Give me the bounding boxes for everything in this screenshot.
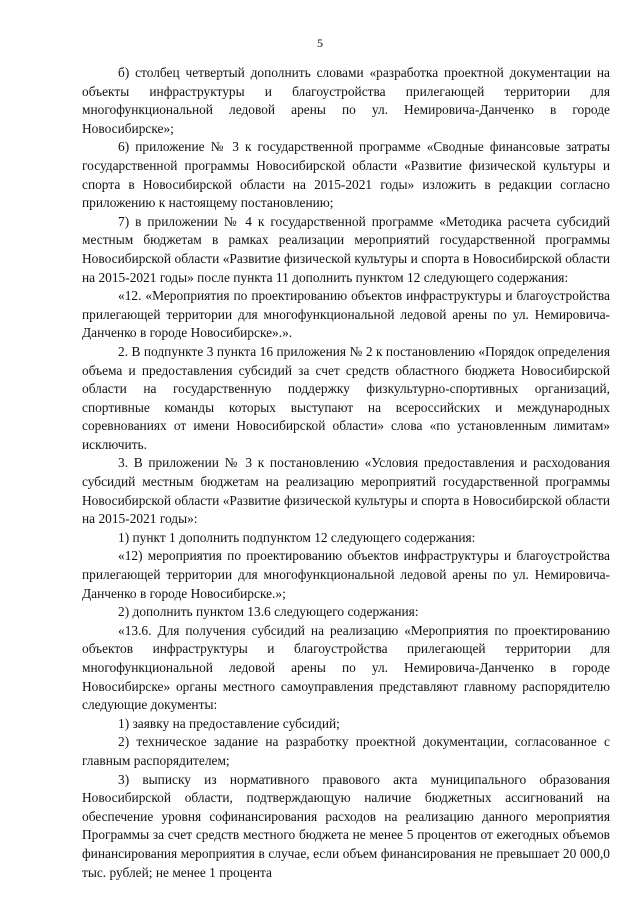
paragraph-subitem-1: 1) пункт 1 дополнить подпунктом 12 следующего содержания: <box>118 529 476 545</box>
paragraph-quote-12-measures: «12) мероприятия по проектированию объектов инфраструктуры и благоустройства прилегающей территории для многофункциональной ледовой арены по ул. Немировича-Данченко в городе Новосибирске.»; <box>82 548 610 601</box>
paragraph-item-7: 7) в приложении № 4 к государственной программе «Методика расчета субсидий местным бюджетам в рамках реализации мероприятий государственной программы Новосибирской области «Развитие физической культуры и спорта в Новосибирской области на 2015-2021 годы» после пункта 11 дополнить пунктом 12 следующего содержания: <box>82 213 610 285</box>
list-item-extract: 3) выписку из нормативного правового акта муниципального образования Новосибирской области, подтверждающую наличие бюджетных ассигнований на обеспечение уровня софинансирования расходов на реализацию данного мероприятия Программы за счет средств местного бюджета не менее 5 процентов от ежегодных объемов финансирования мероприятия в случае, если объем финансирования не превышает 20 000,0 тыс. рублей; не менее 1 процента <box>82 771 610 880</box>
paragraph-quote-12: «12. «Мероприятия по проектированию объектов инфраструктуры и благоустройства прилегающей территории для многофункциональной ледовой арены по ул. Немировича-Данченко в городе Новосибирске».». <box>82 288 610 341</box>
paragraph-item-6: 6) приложение № 3 к государственной программе «Сводные финансовые затраты государственной программы Новосибирской области «Развитие физической культуры и спорта в Новосибирской области на 2015-2021 годы» изложить в редакции согласно приложению к настоящему постановлению; <box>82 139 610 211</box>
list-item-technical-task: 2) техническое задание на разработку проектной документации, согласованное с главным распорядителем; <box>82 734 610 768</box>
paragraph-subitem-2: 2) дополнить пунктом 13.6 следующего содержания: <box>118 604 419 620</box>
document-body <box>82 64 610 882</box>
paragraph-section-2: 2. В подпункте 3 пункта 16 приложения № 2 к постановлению «Порядок определения объема и предоставления субсидий за счет средств областного бюджета Новосибирской области на государственную поддержку физкультурно-спортивных организаций, спортивные команды которых выступают на всероссийских и международных соревнованиях от имени Новосибирской области» слова «по установленным лимитам» исключить. <box>82 343 610 452</box>
page-number: 5 <box>317 36 323 50</box>
paragraph-b-column-four: б) столбец четвертый дополнить словами «разработка проектной документации на объекты инфраструктуры и благоустройства прилегающей территории для многофункциональной ледовой арены по ул. Немировича-Данченко в городе Новосибирске»; <box>82 65 610 136</box>
paragraph-section-3: 3. В приложении № 3 к постановлению «Условия предоставления и расходования субсидий местным бюджетам на реализацию мероприятий государственной программы Новосибирской области «Развитие физической культуры и спорта в Новосибирской области на 2015-2021 годы»: <box>82 455 610 527</box>
list-item-application: 1) заявку на предоставление субсидий; <box>118 715 340 731</box>
paragraph-quote-13-6: «13.6. Для получения субсидий на реализацию «Мероприятия по проектированию объектов инфраструктуры и благоустройства прилегающей территории для многофункциональной ледовой арены по ул. Немировича-Данченко в городе Новосибирске» органы местного самоуправления представляют главному распорядителю следующие документы: <box>82 622 610 713</box>
